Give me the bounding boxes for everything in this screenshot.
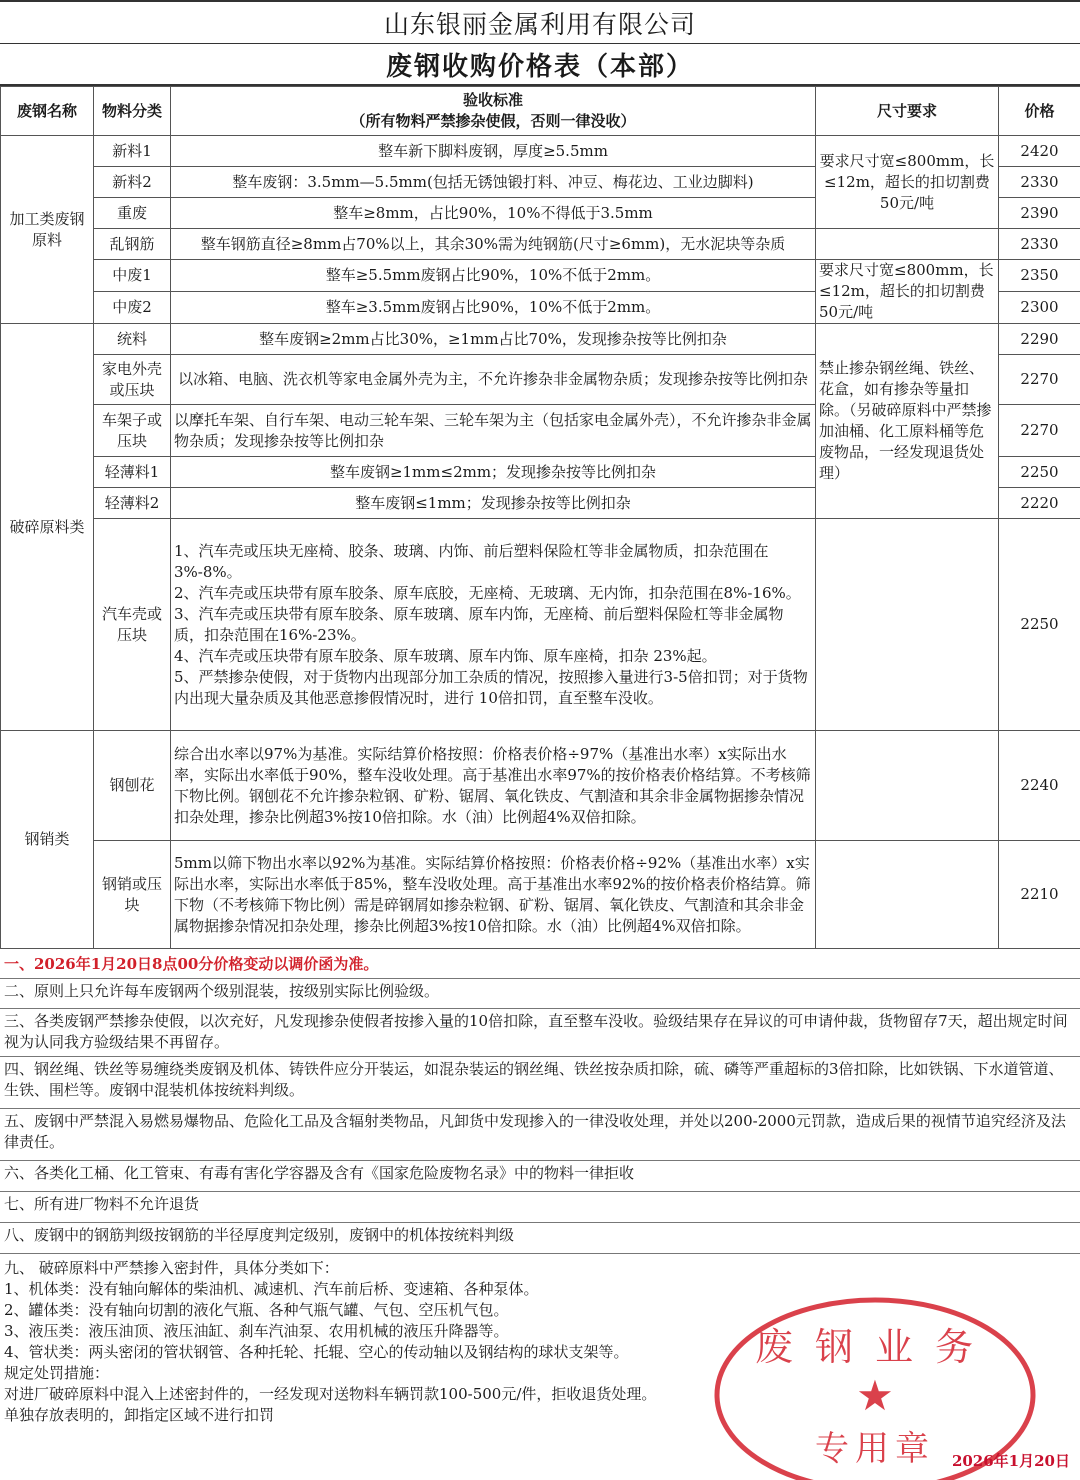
- size-empty: [816, 519, 999, 731]
- note-item: 五、废钢中严禁混入易燃易爆物品、危险化工品及含辐射类物品，凡卸货中发现掺入的一律没收处理，并处以200-2000元罚款，造成后果的视情节追究经济及法律责任。: [0, 1109, 1080, 1161]
- row-standard: 整车≥5.5mm废钢占比90%，10%不低于2mm。: [171, 260, 816, 292]
- car-shell-standard: [171, 519, 816, 731]
- seal-bottom-text: 专用章: [815, 1429, 935, 1469]
- row-category: 钢刨花: [94, 731, 171, 841]
- row-standard: 整车≥8mm，占比90%，10%不得低于3.5mm: [171, 198, 816, 229]
- row-category: 中废2: [94, 292, 171, 324]
- group-processing: 加工类废钢原料: [1, 136, 94, 324]
- row-price: 2250: [999, 519, 1080, 731]
- price-table: [0, 86, 1080, 949]
- row-standard: 整车废钢≤1mm；发现掺杂按等比例扣杂: [171, 488, 816, 519]
- seal-star-icon: ★: [856, 1371, 894, 1420]
- row-price: 2330: [999, 167, 1080, 198]
- note-nine-line: 规定处罚措施：: [4, 1364, 110, 1382]
- size-empty: [816, 841, 999, 949]
- row-standard: 整车新下脚料废钢，厚度≥5.5mm: [171, 136, 816, 167]
- list-item: 1、汽车壳或压块无座椅、胶条、玻璃、内饰、前后塑料保险杠等非金属物质，扣杂范围在3%-8%。: [174, 541, 769, 581]
- list-item: 4、汽车壳或压块带有原车胶条、原车玻璃、原车内饰、原车座椅，扣杂 23%起。: [174, 646, 717, 665]
- row-price: 2270: [999, 405, 1080, 457]
- col-header-category: 物料分类: [94, 87, 171, 136]
- row-standard: 整车废钢≥1mm≤2mm；发现掺杂按等比例扣杂: [171, 457, 816, 488]
- row-price: 2250: [999, 457, 1080, 488]
- col-header-price: 价格: [999, 87, 1080, 136]
- note-nine-line: 九、 破碎原料中严禁掺入密封件，具体分类如下：: [4, 1259, 339, 1277]
- row-price: 2300: [999, 292, 1080, 324]
- row-price: 2330: [999, 229, 1080, 260]
- size-empty: [816, 229, 999, 260]
- size-note-c: 禁止掺杂钢丝绳、铁丝、花盒，如有掺杂等量扣除。（另破碎原料中严禁掺加油桶、化工原料桶等危废物品，一经发现退货处理）: [816, 324, 999, 519]
- row-category: 车架子或压块: [94, 405, 171, 457]
- row-category: 钢销或压块: [94, 841, 171, 949]
- note-item: 一、2026年1月20日8点00分价格变动以调价函为准。: [0, 952, 1080, 979]
- note-nine-line: 2、罐体类：没有轴向切割的液化气瓶、各种气瓶气罐、气包、空压机气包。: [4, 1301, 509, 1319]
- row-standard: 整车钢筋直径≥8mm占70%以上，其余30%需为纯钢筋(尺寸≥6mm)，无水泥块等杂质: [171, 229, 816, 260]
- list-item: 2、汽车壳或压块带有原车胶条、原车底胶，无座椅、无玻璃、无内饰，扣杂范围在8%-16%。: [174, 583, 801, 602]
- list-item: 5、严禁掺杂使假，对于货物内出现部分加工杂质的情况，按照掺入量进行3-5倍扣罚；对于货物内出现大量杂质及其他恶意掺假情况时，进行 10倍扣罚，直至整车没收。: [174, 667, 808, 707]
- row-price: 2240: [999, 731, 1080, 841]
- row-category: 汽车壳或压块: [94, 519, 171, 731]
- row-category: 家电外壳或压块: [94, 355, 171, 405]
- table-row-car-shell: [1, 519, 1080, 731]
- note-item: 四、钢丝绳、铁丝等易缠绕类废钢及机体、铸铁件应分开装运，如混杂装运的钢丝绳、铁丝按杂质扣除，硫、磷等严重超标的3倍扣除，比如铁锅、下水道管道、生铁、围栏等。废钢中混装机体按统料判级。: [0, 1057, 1080, 1109]
- size-note-b: 要求尺寸宽≤800mm，长≤12m，超长的扣切割费50元/吨: [816, 260, 999, 324]
- table-row: [1, 841, 1080, 949]
- row-price: 2350: [999, 260, 1080, 292]
- page-title: 废钢收购价格表（本部）: [0, 44, 1080, 86]
- row-standard: 整车废钢≥2mm占比30%，≥1mm占比70%，发现掺杂按等比例扣杂: [171, 324, 816, 355]
- seal-top-text: 废钢业务: [754, 1325, 996, 1369]
- row-price: 2270: [999, 355, 1080, 405]
- row-category: 中废1: [94, 260, 171, 292]
- standard-subtitle: （所有物料严禁掺杂使假，否则一律没收）: [350, 112, 636, 130]
- row-price: 2420: [999, 136, 1080, 167]
- row-price: 2220: [999, 488, 1080, 519]
- row-standard: 整车废钢：3.5mm—5.5mm(包括无锈蚀锻打料、冲豆、梅花边、工业边脚料): [171, 167, 816, 198]
- table-header-row: [1, 87, 1080, 136]
- note-item: 六、各类化工桶、化工管束、有毒有害化学容器及含有《国家危险废物名录》中的物料一律拒收: [0, 1161, 1080, 1192]
- row-standard: 以摩托车架、自行车架、电动三轮车架、三轮车架为主（包括家电金属外壳），不允许掺杂非金属物杂质；发现掺杂按等比例扣杂: [171, 405, 816, 457]
- row-category: 新料1: [94, 136, 171, 167]
- issue-date: 2026年1月20日: [951, 1452, 1070, 1470]
- row-price: 2390: [999, 198, 1080, 229]
- row-category: 轻薄料1: [94, 457, 171, 488]
- col-header-name: 废钢名称: [1, 87, 94, 136]
- table-row: [1, 324, 1080, 355]
- note-nine-line: 1、机体类：没有轴向解体的柴油机、减速机、汽车前后桥、变速箱、各种泵体。: [4, 1280, 539, 1298]
- table-row: [1, 731, 1080, 841]
- col-header-standard: [171, 87, 816, 136]
- row-standard: 整车≥3.5mm废钢占比90%，10%不低于2mm。: [171, 292, 816, 324]
- row-standard: 综合出水率以97%为基准。实际结算价格按照：价格表价格÷97%（基准出水率）x实际出水率，实际出水率低于90%，整车没收处理。高于基准出水率97%的按价格表价格结算。不考核筛下物比例。钢刨花不允许掺杂粒钢、矿粉、锯屑、氧化铁皮、气割渣和其余非金属物据掺杂情况扣杂处理，掺杂比例超3%按10倍扣除。水（油）比例超4%双倍扣除。: [171, 731, 816, 841]
- note-nine-line: 4、管状类：两头密闭的管状钢管、各种托轮、托辊、空心的传动轴以及钢结构的球状支架等。: [4, 1343, 629, 1361]
- note-nine-line: 对进厂破碎原料中混入上述密封件的，一经发现对送物料车辆罚款100-500元/件，拒收退货处理。: [4, 1385, 657, 1403]
- row-price: 2290: [999, 324, 1080, 355]
- size-empty: [816, 731, 999, 841]
- table-row: [1, 260, 1080, 292]
- table-row: [1, 229, 1080, 260]
- row-category: 新料2: [94, 167, 171, 198]
- note-nine-line: 单独存放表明的，卸指定区域不进行扣罚: [4, 1406, 275, 1424]
- row-category: 乱钢筋: [94, 229, 171, 260]
- note-nine-line: 3、液压类：液压油顶、液压油缸、刹车汽油泵、农用机械的液压升降器等。: [4, 1322, 509, 1340]
- row-category: 统料: [94, 324, 171, 355]
- row-category: 轻薄料2: [94, 488, 171, 519]
- group-crushing: 破碎原料类: [1, 324, 94, 731]
- note-item: 二、原则上只允许每车废钢两个级别混装，按级别实际比例验级。: [0, 979, 1080, 1009]
- size-note-a: 要求尺寸宽≤800mm，长≤12m，超长的扣切割费50元/吨: [816, 136, 999, 229]
- table-row: [1, 136, 1080, 167]
- list-item: 3、汽车壳或压块带有原车胶条、原车玻璃、原车内饰，无座椅、前后塑料保险杠等非金属物质，扣杂范围在16%-23%。: [174, 604, 784, 644]
- row-price: 2210: [999, 841, 1080, 949]
- standard-title: 验收标准: [462, 91, 523, 109]
- group-sales: 钢销类: [1, 731, 94, 949]
- col-header-size: 尺寸要求: [816, 87, 999, 136]
- note-item: 八、废钢中的钢筋判级按钢筋的半径厚度判定级别，废钢中的机体按统料判级: [0, 1223, 1080, 1254]
- row-category: 重废: [94, 198, 171, 229]
- note-item: 七、所有进厂物料不允许退货: [0, 1192, 1080, 1223]
- note-item: 三、各类废钢严禁掺杂使假，以次充好，凡发现掺杂使假者按掺入量的10倍扣除，直至整车没收。验级结果存在异议的可申请仲裁，货物留存7天，超出规定时间视为认同我方验级结果不再留存。: [0, 1009, 1080, 1057]
- company-name: 山东银丽金属利用有限公司: [0, 0, 1080, 44]
- row-standard: 5mm以筛下物出水率以92%为基准。实际结算价格按照：价格表价格÷92%（基准出水率）x实际出水率，实际出水率低于85%，整车没收处理。高于基准出水率92%的按价格表价格结算。筛下物（不考核筛下物比例）需是碎钢屑如掺杂粒钢、矿粉、锯屑、氧化铁皮、气割渣和其余非金属物据掺杂情况扣杂处理，掺杂比例超3%按10倍扣除。水（油）比例超4%双倍扣除。: [171, 841, 816, 949]
- row-standard: 以冰箱、电脑、洗衣机等家电金属外壳为主，不允许掺杂非金属物杂质；发现掺杂按等比例扣杂: [171, 355, 816, 405]
